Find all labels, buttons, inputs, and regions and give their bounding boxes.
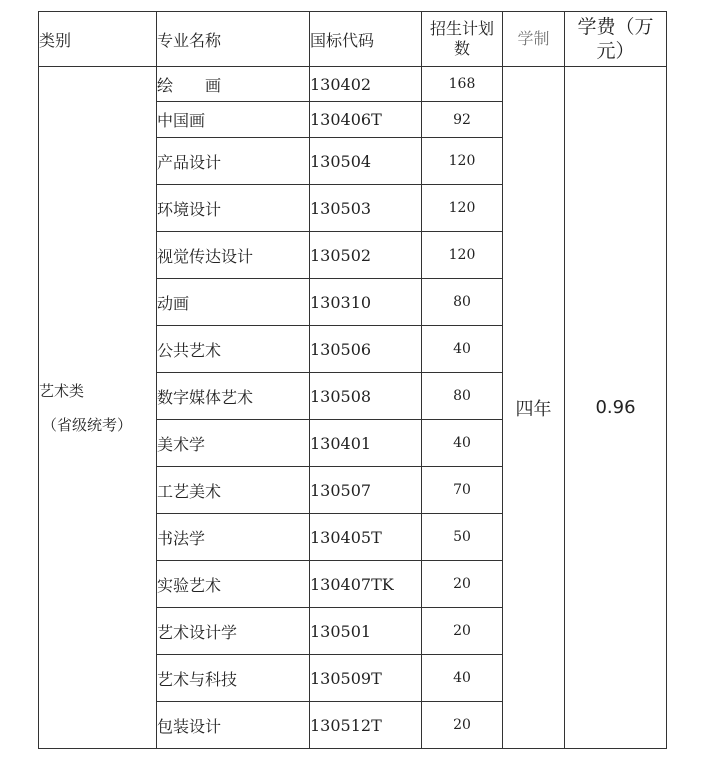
major-quota: 92: [422, 102, 503, 138]
major-code: 130407TK: [310, 561, 422, 608]
major-quota: 40: [422, 420, 503, 467]
major-quota: 70: [422, 467, 503, 514]
major-quota: 40: [422, 326, 503, 373]
enrollment-plan-table: [38, 11, 667, 749]
major-code: 130501: [310, 608, 422, 655]
header-major: 专业名称: [157, 12, 310, 67]
major-quota: 120: [422, 185, 503, 232]
major-code: 130503: [310, 185, 422, 232]
major-name: 包装设计: [157, 702, 310, 749]
header-row: [39, 12, 667, 67]
major-code: 130310: [310, 279, 422, 326]
major-quota: 80: [422, 373, 503, 420]
category-name: 艺术类: [39, 381, 85, 400]
major-code: 130509T: [310, 655, 422, 702]
header-duration: 学制: [503, 12, 565, 67]
header-quota-line2: 数: [453, 39, 470, 58]
header-quota: [422, 12, 503, 67]
major-code: 130508: [310, 373, 422, 420]
major-name: 视觉传达设计: [157, 232, 310, 279]
major-code: 130504: [310, 138, 422, 185]
category-cell: [39, 67, 157, 749]
major-name: 书法学: [157, 514, 310, 561]
major-code: 130502: [310, 232, 422, 279]
table-row: [39, 67, 667, 102]
major-code: 130401: [310, 420, 422, 467]
header-category: 类别: [39, 12, 157, 67]
major-name: 环境设计: [157, 185, 310, 232]
header-fee: [565, 12, 667, 67]
duration-cell: 四年: [503, 67, 565, 749]
major-quota: 80: [422, 279, 503, 326]
fee-cell: 0.96: [565, 67, 667, 749]
major-quota: 20: [422, 608, 503, 655]
header-quota-line1: 招生计划: [429, 19, 494, 38]
major-name: 美术学: [157, 420, 310, 467]
major-name: 绘 画: [157, 67, 310, 102]
major-code: 130507: [310, 467, 422, 514]
major-code: 130506: [310, 326, 422, 373]
major-quota: 20: [422, 561, 503, 608]
major-quota: 168: [422, 67, 503, 102]
major-name: 公共艺术: [157, 326, 310, 373]
major-quota: 120: [422, 232, 503, 279]
major-name: 中国画: [157, 102, 310, 138]
major-name: 动画: [157, 279, 310, 326]
header-fee-line2: 元）: [596, 40, 635, 62]
major-quota: 50: [422, 514, 503, 561]
major-name: 工艺美术: [157, 467, 310, 514]
major-name: 产品设计: [157, 138, 310, 185]
major-code: 130406T: [310, 102, 422, 138]
major-name: 实验艺术: [157, 561, 310, 608]
major-code: 130402: [310, 67, 422, 102]
header-code: 国标代码: [310, 12, 422, 67]
major-quota: 40: [422, 655, 503, 702]
major-quota: 20: [422, 702, 503, 749]
major-name: 数字媒体艺术: [157, 373, 310, 420]
major-name: 艺术与科技: [157, 655, 310, 702]
major-quota: 120: [422, 138, 503, 185]
major-name: 艺术设计学: [157, 608, 310, 655]
header-fee-line1: 学费（万: [577, 16, 654, 38]
major-code: 130512T: [310, 702, 422, 749]
major-code: 130405T: [310, 514, 422, 561]
category-note: （省级统考）: [42, 415, 133, 434]
